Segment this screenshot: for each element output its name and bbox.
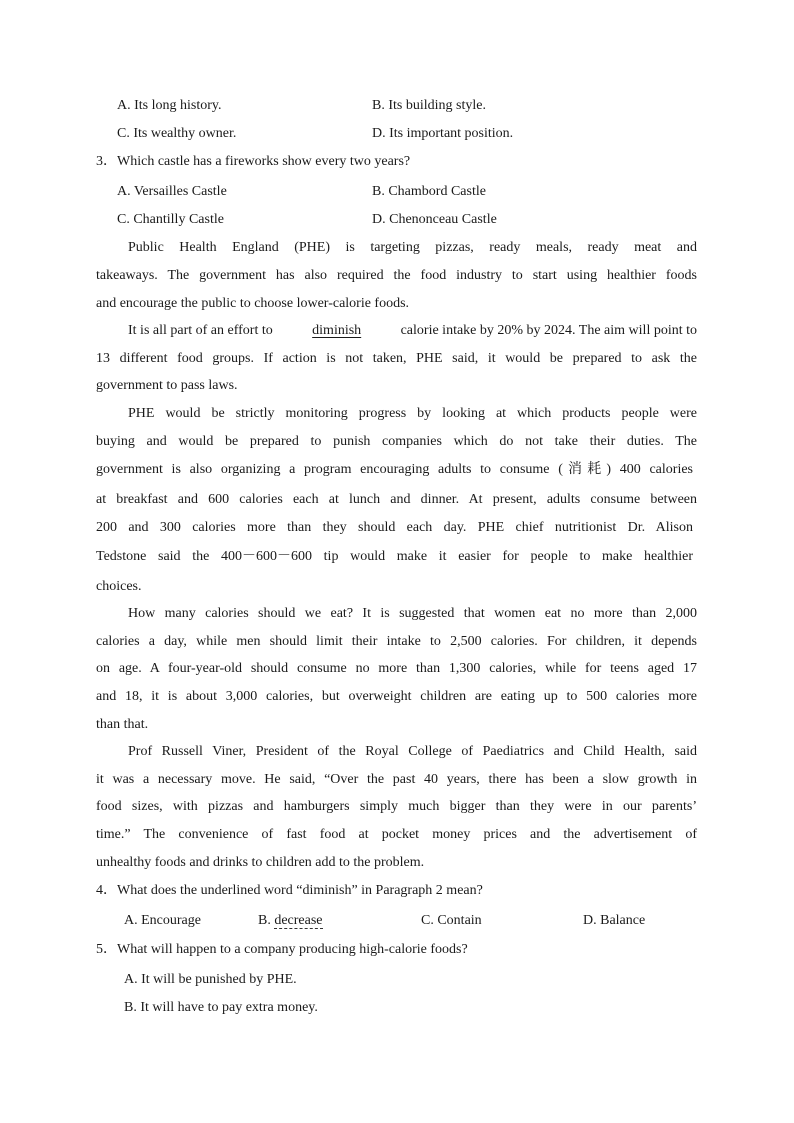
passage-p3-line-7: choices. [96,579,142,594]
q2-option-c: C. Its wealthy owner. [117,126,237,141]
passage-p3-line-5: 200 and 300 calories more than they should each day. PHE chief nutritionist Dr. Alison [96,520,693,535]
passage-p4-line-4: and 18, it is about 3,000 calories, but overweight children are eating up to 500 calories more [96,689,697,704]
passage-p3-line-6: Tedstone said the 400－600－600 tip would make it easier for people to make healthier [96,549,693,564]
passage-p3-line-3: government is also organizing a program encouraging adults to consume (消耗) 400 calories [96,462,693,477]
q4-question: 4．What does the underlined word “diminish” in Paragraph 2 mean? [96,883,483,898]
q5-option-b: B. It will have to pay extra money. [124,1000,318,1015]
q4-option-b-prefix: B. [258,913,271,928]
passage-p2-prefix: It is all part of an effort to [128,323,273,338]
passage-p4-line-1: How many calories should we eat? It is suggested that women eat no more than 2,000 [128,606,697,621]
q2-option-b: B. Its building style. [372,98,486,113]
underlined-word-diminish: diminish [312,323,362,338]
passage-p4-line-3: on age. A four-year-old should consume no more than 1,300 calories, while for teens aged 17 [96,661,697,676]
passage-p5-line-3: food sizes, with pizzas and hamburgers simply much bigger than they were in our parents’ [96,799,697,814]
q2-option-d: D. Its important position. [372,126,514,141]
q3-option-a: A. Versailles Castle [117,184,227,199]
passage-p2-suffix: calorie intake by 20% by 2024. The aim will point to [400,323,697,338]
passage-p3-line-2: buying and would be prepared to punish companies which do not take their duties. The [96,434,697,449]
q3-option-b: B. Chambord Castle [372,184,486,199]
passage-p5-line-4: time.” The convenience of fast food at pocket money prices and the advertisement of [96,827,697,842]
q3-question: 3．Which castle has a fireworks show every two years? [96,154,411,169]
passage-p5-line-5: unhealthy foods and drinks to children add to the problem. [96,855,425,870]
q4-option-b [258,912,323,930]
passage-p5-line-1: Prof Russell Viner, President of the Royal College of Paediatrics and Child Health, said [128,744,697,759]
passage-p3-line-4: at breakfast and 600 calories each at lunch and dinner. At present, adults consume between [96,492,697,507]
passage-p2-line-1 [128,322,697,340]
q4-option-d: D. Balance [583,913,646,928]
q4-option-b-word: decrease [274,913,323,928]
passage-p2-line-3: government to pass laws. [96,378,238,393]
passage-p4-line-2: calories a day, while men should limit their intake to 2,500 calories. For children, it depends [96,634,697,649]
passage-p5-line-2: it was a necessary move. He said, “Over the past 40 years, there has been a slow growth in [96,772,697,787]
q2-option-a: A. Its long history. [117,98,222,113]
q4-option-c: C. Contain [421,913,482,928]
q4-option-a: A. Encourage [124,913,201,928]
passage-p3-line-1: PHE would be strictly monitoring progress by looking at which products people were [128,406,697,421]
passage-p4-line-5: than that. [96,717,149,732]
q3-option-c: C. Chantilly Castle [117,212,224,227]
passage-p1-line-2: takeaways. The government has also required the food industry to start using healthier foods [96,268,697,283]
q5-question: 5．What will happen to a company producing high-calorie foods? [96,942,468,957]
q3-option-d: D. Chenonceau Castle [372,212,497,227]
q5-option-a: A. It will be punished by PHE. [124,972,297,987]
passage-p2-line-2: 13 different food groups. If action is not taken, PHE said, it would be prepared to ask the [96,351,697,366]
passage-p1-line-3: and encourage the public to choose lower-calorie foods. [96,296,410,311]
passage-p1-line-1: Public Health England (PHE) is targeting pizzas, ready meals, ready meat and [128,240,697,255]
